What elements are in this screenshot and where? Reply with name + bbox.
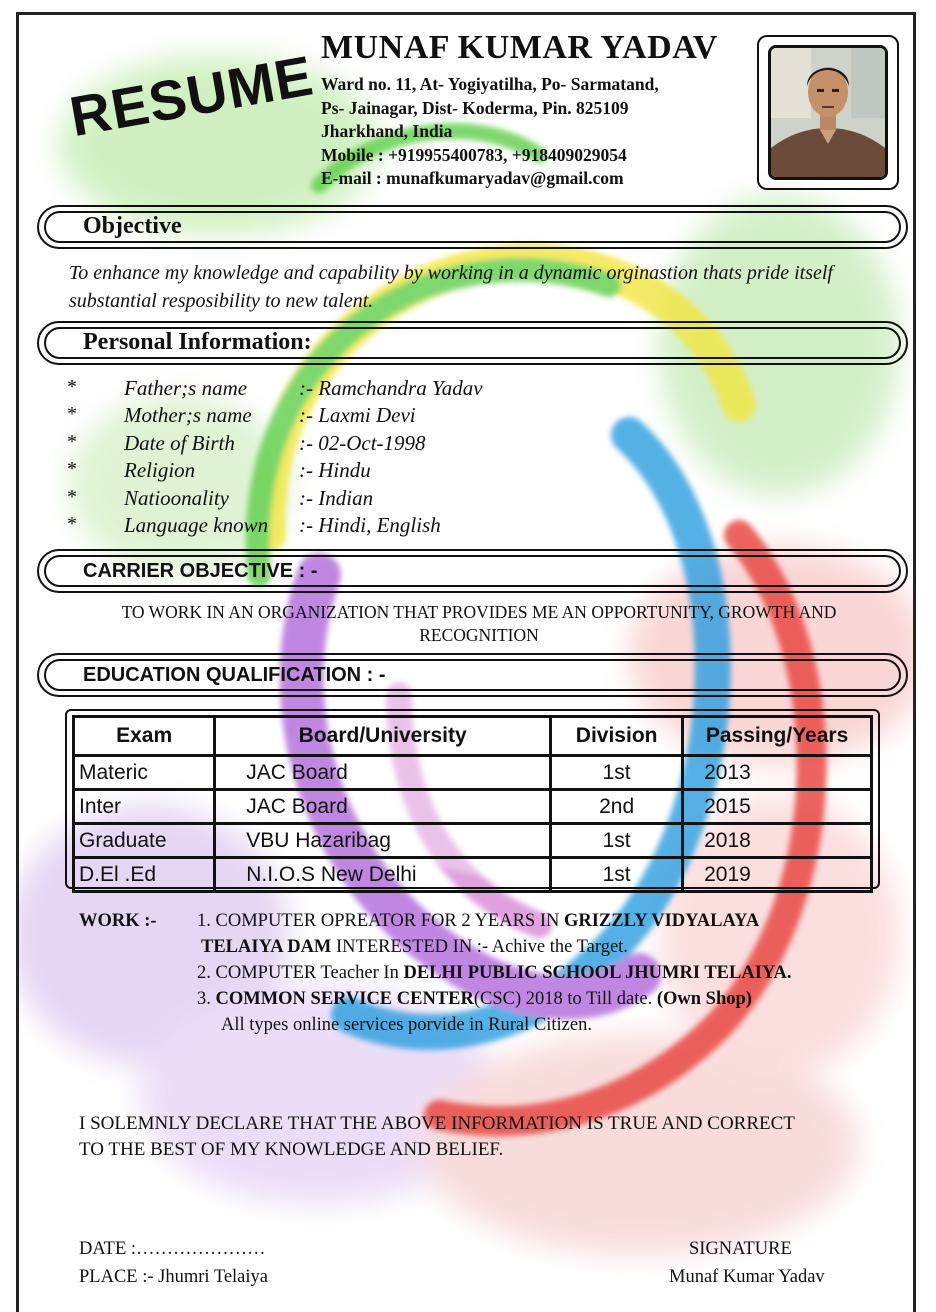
table-cell: 2018 — [683, 824, 872, 858]
field-label: Natioonality — [124, 486, 229, 510]
carrier-objective-text: TO WORK IN AN ORGANIZATION THAT PROVIDES ME AN OPPORTUNITY, GROWTH AND RECOGNITION — [121, 602, 837, 645]
resume-heading: RESUME — [65, 43, 318, 149]
personal-info-title: Personal Information: — [83, 329, 312, 355]
field-value: :- Ramchandra Yadav — [299, 376, 483, 400]
work-text: INTERESTED IN :- Achive the Target. — [331, 937, 628, 957]
table-cell: Materic — [74, 756, 215, 790]
contact-block — [321, 73, 659, 191]
work-text-bold: TELAIYA DAM — [201, 937, 332, 957]
bullet: * — [67, 513, 77, 535]
work-text-bold: DELHI PUBLIC SCHOOL JHUMRI TELAIYA. — [403, 963, 792, 983]
work-text: 1. COMPUTER OPREATOR FOR 2 YEARS IN — [197, 911, 564, 931]
field-label: Date of Birth — [124, 431, 235, 455]
column-header-division: Division — [551, 717, 683, 756]
declaration — [79, 1111, 899, 1163]
table-cell: JAC Board — [215, 790, 551, 824]
bullet: * — [67, 458, 77, 480]
resume-page — [16, 12, 916, 1312]
signature-name: Munaf Kumar Yadav — [669, 1267, 825, 1287]
work-line-5: All types online services porvide in Rural Citizen. — [221, 1015, 592, 1035]
field-value: :- Hindu — [299, 458, 371, 482]
work-text-bold: (Own Shop) — [656, 989, 752, 1009]
field-label: Language known — [124, 513, 269, 537]
table-cell: 1st — [551, 858, 683, 892]
table-row — [74, 790, 872, 824]
work-line-4 — [197, 986, 752, 1012]
table-cell: 2013 — [683, 756, 872, 790]
education-banner — [37, 653, 908, 697]
table-cell: JAC Board — [215, 756, 551, 790]
education-table-frame — [65, 709, 880, 889]
table-cell: 1st — [551, 824, 683, 858]
profile-photo — [768, 45, 888, 180]
address-line-2: Ps- Jainagar, Dist- Koderma, Pin. 825109 — [321, 97, 629, 118]
field-value: :- Indian — [299, 486, 374, 510]
column-header-exam: Exam — [74, 717, 215, 756]
table-cell: N.I.O.S New Delhi — [215, 858, 551, 892]
table-cell: 2015 — [683, 790, 872, 824]
field-label: Religion — [124, 458, 196, 482]
objective-text: To enhance my knowledge and capability by working in a dynamic orginastion thats pride itself substantial resposibility to new talent. — [69, 262, 833, 312]
work-line-3 — [197, 960, 792, 986]
bullet: * — [67, 486, 77, 508]
table-header-row — [74, 717, 872, 756]
bullet: * — [67, 403, 77, 425]
objective-title: Objective — [83, 213, 182, 239]
candidate-name: MUNAF KUMAR YADAV — [321, 29, 718, 66]
education-table — [72, 715, 873, 893]
declaration-line-1: I SOLEMNLY DECLARE THAT THE ABOVE INFORMATION IS TRUE AND CORRECT — [79, 1113, 795, 1134]
field-value: :- 02-Oct-1998 — [299, 431, 426, 455]
bullet: * — [67, 431, 77, 453]
field-label: Mother;s name — [124, 403, 252, 427]
work-line-2 — [201, 934, 628, 960]
email-line: E-mail : munafkumaryadav@gmail.com — [321, 168, 624, 188]
work-label: WORK :- — [79, 911, 157, 931]
photo-frame — [757, 35, 899, 190]
table-cell: Graduate — [74, 824, 215, 858]
work-text: (CSC) 2018 to Till date. — [473, 989, 657, 1009]
work-text: 2. COMPUTER Teacher In — [197, 963, 404, 983]
signature-label: SIGNATURE — [689, 1239, 792, 1259]
field-value: :- Hindi, English — [299, 513, 441, 537]
table-row — [74, 858, 872, 892]
column-header-board: Board/University — [215, 717, 551, 756]
education-title: EDUCATION QUALIFICATION : - — [83, 664, 386, 686]
carrier-objective-title: CARRIER OBJECTIVE : - — [83, 560, 318, 582]
address-line-1: Ward no. 11, At- Yogiyatilha, Po- Sarmatand, — [321, 74, 659, 94]
carrier-objective-banner — [37, 549, 908, 593]
table-cell: 2019 — [683, 858, 872, 892]
table-cell: D.El .Ed — [74, 858, 215, 892]
mobile-line: Mobile : +919955400783, +918409029054 — [321, 144, 627, 165]
declaration-line-2: TO THE BEST OF MY KNOWLEDGE AND BELIEF. — [79, 1139, 504, 1160]
table-cell: 1st — [551, 756, 683, 790]
work-text: 3. — [197, 989, 216, 1009]
field-label: Father;s name — [124, 376, 248, 400]
work-line-1 — [197, 908, 759, 934]
work-text-bold: GRIZZLY VIDYALAYA — [563, 911, 760, 931]
bullet: * — [67, 376, 77, 398]
table-cell: Inter — [74, 790, 215, 824]
place-field: PLACE :- Jhumri Telaiya — [79, 1267, 268, 1287]
work-text-bold: COMMON SERVICE CENTER — [215, 989, 474, 1009]
table-row — [74, 824, 872, 858]
address-line-3: Jharkhand, India — [321, 121, 453, 141]
date-field: DATE :………………… — [79, 1239, 266, 1259]
table-row — [74, 756, 872, 790]
personal-info-banner — [37, 321, 908, 365]
field-value: :- Laxmi Devi — [299, 403, 416, 427]
table-cell: VBU Hazaribag — [215, 824, 551, 858]
table-cell: 2nd — [551, 790, 683, 824]
objective-banner — [37, 205, 908, 249]
column-header-year: Passing/Years — [683, 717, 872, 756]
